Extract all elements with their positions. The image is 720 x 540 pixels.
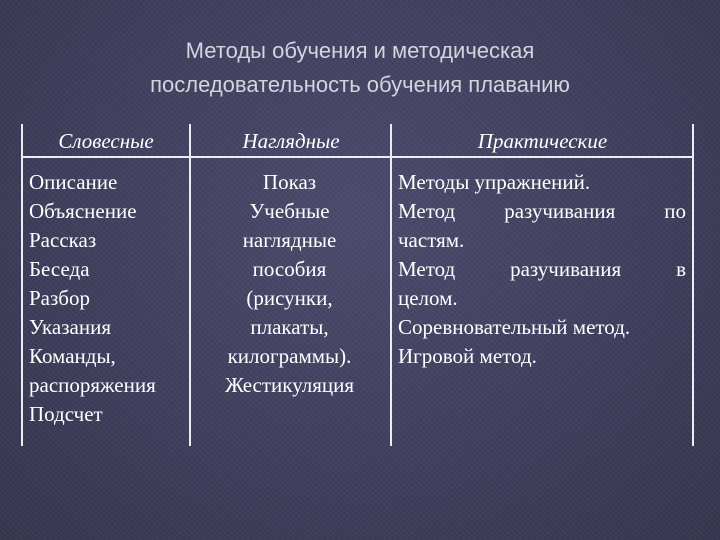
cell-verbal-1: Объяснение: [29, 199, 137, 223]
cell-practical-2: частям.: [398, 228, 465, 252]
cell-verbal-3: Беседа: [29, 257, 90, 281]
slide-title: [40, 34, 680, 102]
cell-practical-1: Метод разучивания по: [398, 199, 686, 223]
header-divider: [21, 156, 694, 158]
cell-verbal-0: Описание: [29, 170, 118, 194]
cell-practical-6: Игровой метод.: [398, 344, 537, 368]
cell-visual-2: наглядные: [242, 228, 337, 252]
cell-verbal-8: Подсчет: [29, 402, 103, 426]
cell-verbal-7: распоряжения: [29, 373, 156, 397]
column-verbal: [29, 168, 189, 429]
cell-visual-6: килограммы).: [227, 344, 352, 368]
cell-practical-5: Соревновательный метод.: [398, 315, 631, 339]
title-line-2: последовательность обучения плаванию: [150, 72, 570, 97]
header-verbal: Словесные: [58, 129, 154, 153]
column-divider-1: [189, 124, 191, 446]
methods-table: [21, 124, 694, 446]
header-practical: Практические: [477, 129, 608, 153]
cell-visual-5: плакаты,: [250, 315, 329, 339]
cell-verbal-4: Разбор: [29, 286, 90, 310]
cell-practical-0: Методы упражнений.: [398, 170, 591, 194]
cell-visual-0: Показ: [262, 170, 317, 194]
cell-verbal-6: Команды,: [29, 344, 116, 368]
cell-visual-1: Учебные: [249, 199, 330, 223]
title-line-1: Методы обучения и методическая: [185, 38, 535, 63]
column-visual: [198, 168, 381, 400]
cell-practical-4: целом.: [398, 286, 458, 310]
cell-visual-4: (рисунки,: [246, 286, 333, 310]
column-divider-2: [390, 124, 392, 446]
cell-visual-7: Жестикуляция: [224, 373, 355, 397]
cell-visual-3: пособия: [252, 257, 327, 281]
column-practical: [398, 168, 686, 371]
cell-practical-3: Метод разучивания в: [398, 257, 686, 281]
cell-verbal-2: Рассказ: [29, 228, 97, 252]
table-border-left: [21, 124, 23, 446]
header-visual: Наглядные: [242, 129, 340, 153]
table-border-right: [692, 124, 694, 446]
cell-verbal-5: Указания: [29, 315, 111, 339]
